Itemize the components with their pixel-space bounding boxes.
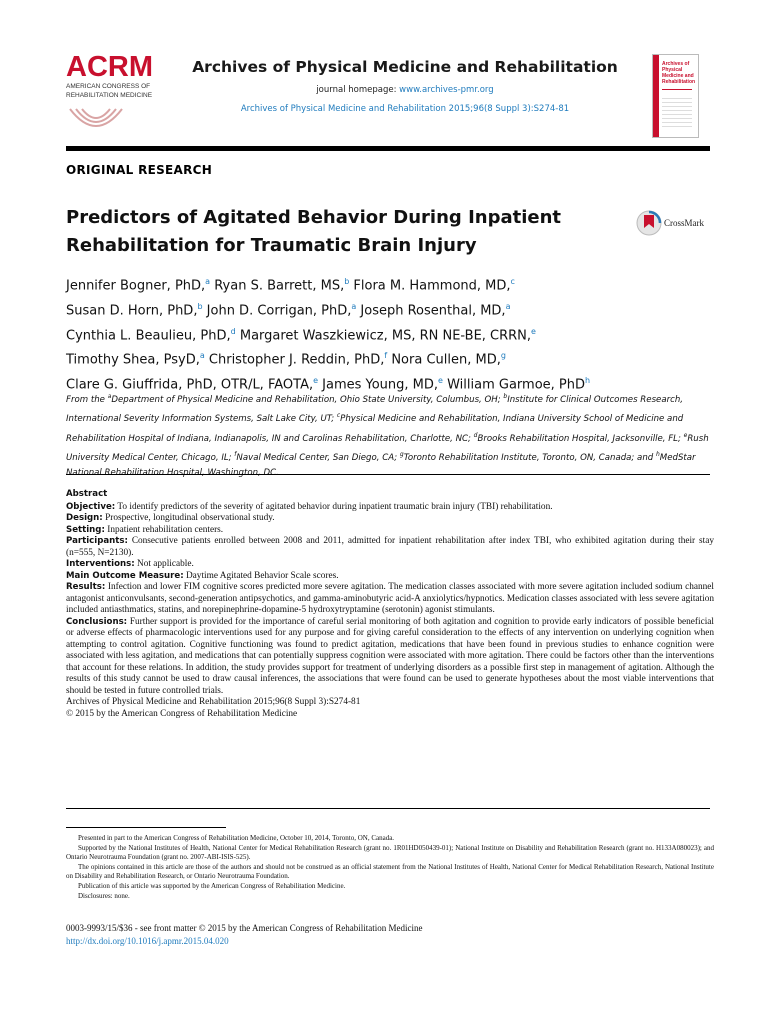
affiliation-marker[interactable]: a xyxy=(351,301,357,311)
affiliation-marker: d xyxy=(473,431,478,439)
affiliation-marker[interactable]: b xyxy=(197,301,203,311)
author-name: Christopher J. Reddin, PhD, xyxy=(204,352,385,368)
affiliation-text: Rush University Medical Center, Chicago, IL; xyxy=(66,433,709,463)
footnote-rule xyxy=(66,827,226,828)
affiliation-marker: f xyxy=(234,450,237,458)
affiliation-marker[interactable]: a xyxy=(205,277,211,286)
affiliation-text: Institute for Clinical Outcomes Research, International Severity Information Systems, Salt Lake City, UT; xyxy=(66,394,684,425)
abstract-interventions: Interventions: Not applicable. xyxy=(66,559,194,569)
abstract-outcome: Main Outcome Measure: Daytime Agitated Behavior Scale scores. xyxy=(66,570,339,581)
issn-block xyxy=(66,922,423,948)
homepage-link[interactable]: www.archives-pmr.org xyxy=(399,85,494,95)
author-line xyxy=(66,346,716,371)
affiliation-marker: g xyxy=(399,450,404,458)
author-name: Nora Cullen, MD, xyxy=(387,352,501,368)
affiliation-marker[interactable]: e xyxy=(438,376,443,386)
logo-subtitle-2: REHABILITATION MEDICINE xyxy=(66,92,153,99)
doi-link[interactable]: http://dx.doi.org/10.1016/j.apmr.2015.04.020 xyxy=(66,936,229,946)
affiliation-marker: h xyxy=(655,450,660,458)
abstract-participants: Participants: Consecutive patients enrolled between 2008 and 2011, admitted for inpatient rehabilitation after index TBI, who exhibited agitation during their stay (n=555, N=2130). xyxy=(66,536,714,558)
affiliation-text: Toronto Rehabilitation Institute, Toronto, ON, Canada; and xyxy=(403,452,656,463)
footnote: Supported by the National Institutes of Health, National Center for Medical Rehabilitation Research (grant no. 1R01HD050439-01); National Institute on Disability and Rehabilitation Research (grant no. H133A080023); and Ontario Neurotrauma Foundation (grant no. 2007-ABI-ISIS-525). xyxy=(66,843,714,862)
footnote: The opinions contained in this article are those of the authors and should not be construed as an official statement from the National Institutes of Health, National Center for Medical Rehabilitation Research, National Institute on Disability and Rehabilitation Research, or Ontario Neurotrauma Foundation. xyxy=(66,862,714,881)
acrm-logo xyxy=(66,52,162,142)
affiliation-marker[interactable]: d xyxy=(230,326,236,336)
affiliation-text: Naval Medical Center, San Diego, CA; xyxy=(236,452,400,463)
author-name: Joseph Rosenthal, MD, xyxy=(356,303,506,319)
abstract xyxy=(66,489,714,720)
logo-letters: ACRM xyxy=(66,51,153,83)
affiliation-marker[interactable]: b xyxy=(344,277,350,286)
author-name: Timothy Shea, PsyD, xyxy=(66,352,200,368)
title-line-2: Rehabilitation for Traumatic Brain Injury xyxy=(66,235,477,256)
affiliation-marker[interactable]: e xyxy=(313,376,319,386)
title-line-1: Predictors of Agitated Behavior During Inpatient xyxy=(66,207,562,228)
logo-swirl-icon xyxy=(66,103,126,143)
journal-homepage xyxy=(180,85,630,95)
cover-text-lines xyxy=(662,95,692,127)
affiliation-marker: c xyxy=(336,412,341,420)
author-name: Susan D. Horn, PhD, xyxy=(66,303,198,319)
cover-rule xyxy=(662,89,692,90)
abstract-objective: Objective: To identify predictors of the severity of agitated behavior during inpatient traumatic brain injury (TBI) rehabilitation. xyxy=(66,501,553,512)
abstract-heading: Abstract xyxy=(66,489,108,499)
cover-spine xyxy=(653,55,659,137)
affiliation-marker[interactable]: f xyxy=(384,351,388,361)
affiliation-text: Physical Medicine and Rehabilitation, Indiana University School of Medicine and Rehabilitation Hospital of Indiana, Indianapolis, IN and Carolinas Rehabilitation, Charlotte, NC; xyxy=(66,414,684,444)
author-name: Cynthia L. Beaulieu, PhD, xyxy=(66,327,231,343)
footnote: Publication of this article was supported by the American Congress of Rehabilitation Medicine. xyxy=(78,881,346,890)
abstract-copyright: © 2015 by the American Congress of Rehabilitation Medicine xyxy=(66,708,298,719)
crossmark-button[interactable] xyxy=(636,210,716,238)
affiliation-text: MedStar xyxy=(659,452,696,463)
author-name: John D. Corrigan, PhD, xyxy=(202,303,352,319)
journal-title: Archives of Physical Medicine and Rehabilitation xyxy=(192,58,618,76)
header-citation[interactable]: Archives of Physical Medicine and Rehabilitation 2015;96(8 Suppl 3):S274-81 xyxy=(240,104,570,114)
footnote: Presented in part to the American Congress of Rehabilitation Medicine, October 10, 2014, Toronto, ON, Canada. xyxy=(78,834,395,842)
affiliation-marker[interactable]: h xyxy=(585,376,591,386)
author-name: James Young, MD, xyxy=(318,377,439,393)
abstract-bottom-rule xyxy=(66,808,710,809)
affiliation-marker[interactable]: a xyxy=(505,301,511,311)
affiliation-marker[interactable]: a xyxy=(199,351,205,361)
footnote: Disclosures: none. xyxy=(78,891,130,900)
affiliation-marker[interactable]: g xyxy=(500,351,506,361)
affiliation-text: Brooks Rehabilitation Hospital, Jacksonville, FL; xyxy=(477,433,684,444)
affiliation-prefix: From the xyxy=(66,394,108,405)
author-line xyxy=(66,272,716,297)
journal-cover-thumbnail xyxy=(652,54,699,138)
affiliations xyxy=(66,389,716,481)
article-title xyxy=(66,204,626,260)
author-name: Jennifer Bogner, PhD, xyxy=(66,278,206,294)
affiliation-marker: b xyxy=(503,393,508,400)
abstract-design: Design: Prospective, longitudinal observational study. xyxy=(66,513,275,523)
issn-line: 0003-9993/15/$36 - see front matter © 2015 by the American Congress of Rehabilitation Medicine xyxy=(66,923,423,933)
crossmark-label: CrossMark xyxy=(664,218,704,228)
affiliation-marker[interactable]: c xyxy=(510,277,515,286)
author-name: William Garmoe, PhD xyxy=(442,377,586,393)
abstract-citation: Archives of Physical Medicine and Rehabilitation 2015;96(8 Suppl 3):S274-81 xyxy=(66,697,361,707)
author-name: Clare G. Giuffrida, PhD, OTR/L, FAOTA, xyxy=(66,377,314,393)
abstract-setting: Setting: Inpatient rehabilitation centers. xyxy=(66,524,224,535)
section-label: ORIGINAL RESEARCH xyxy=(66,163,213,177)
footnotes xyxy=(66,834,714,901)
author-name: Flora M. Hammond, MD, xyxy=(349,278,511,294)
author-line xyxy=(66,322,716,347)
affiliation-text: Department of Physical Medicine and Rehabilitation, Ohio State University, Columbus, OH; xyxy=(111,394,504,405)
logo-subtitle-1: AMERICAN CONGRESS OF xyxy=(66,83,151,90)
affiliation-marker: e xyxy=(683,431,688,439)
abstract-results: Results: Infection and lower FIM cognitive scores predicted more severe agitation. The medication classes associated with more severe agitation included sodium channel antagonist anticonvulsants, second-generation antipsychotics, and gamma-aminobutyric acid-A anxiolytics/hypnotics. Medication classes associated with less severe agitation included antiasthmatics, statins, and norepinephrine-dopamine-5 hydroxytryptamine (serotonin) agonist stimulants. xyxy=(66,582,714,615)
author-list xyxy=(66,272,716,396)
author-name: Margaret Waszkiewicz, MS, RN NE-BE, CRRN, xyxy=(235,327,532,343)
abstract-conclusions: Conclusions: Further support is provided for the importance of careful serial monitoring of both agitation and cognition to provide early indicators of possible beneficial or adverse effects of pharmacologic interventions used for any purpose and for giving careful consideration to the effects of any intervention on underlying cognition when attempting to control agitation. Cognitive functioning was found to predict agitation, medications that have been found in previous studies to enhance cognition were associated with less agitation, and medications that can potentially suppress cognition were associated with more agitation. There could be factors other than the interventions that account for these relations. In addition, the study provides support for treatment of underlying disorders as a possible first step in management of agitation. Although the results of this study cannot be used to draw causal inferences, the associations that were found can be used to generate hypotheses about the most viable interventions that should be tested in future controlled trials. xyxy=(66,616,714,696)
homepage-label: journal homepage: xyxy=(316,85,397,95)
header-rule xyxy=(66,146,710,151)
cover-title: Archives of Physical Medicine and Rehabilitation xyxy=(662,61,696,85)
crossmark-icon xyxy=(636,210,662,236)
author-name: Ryan S. Barrett, MS, xyxy=(210,278,345,294)
abstract-top-rule xyxy=(66,474,710,475)
affiliation-marker: a xyxy=(107,393,112,400)
affiliation-marker[interactable]: e xyxy=(531,326,536,336)
author-line xyxy=(66,297,716,322)
